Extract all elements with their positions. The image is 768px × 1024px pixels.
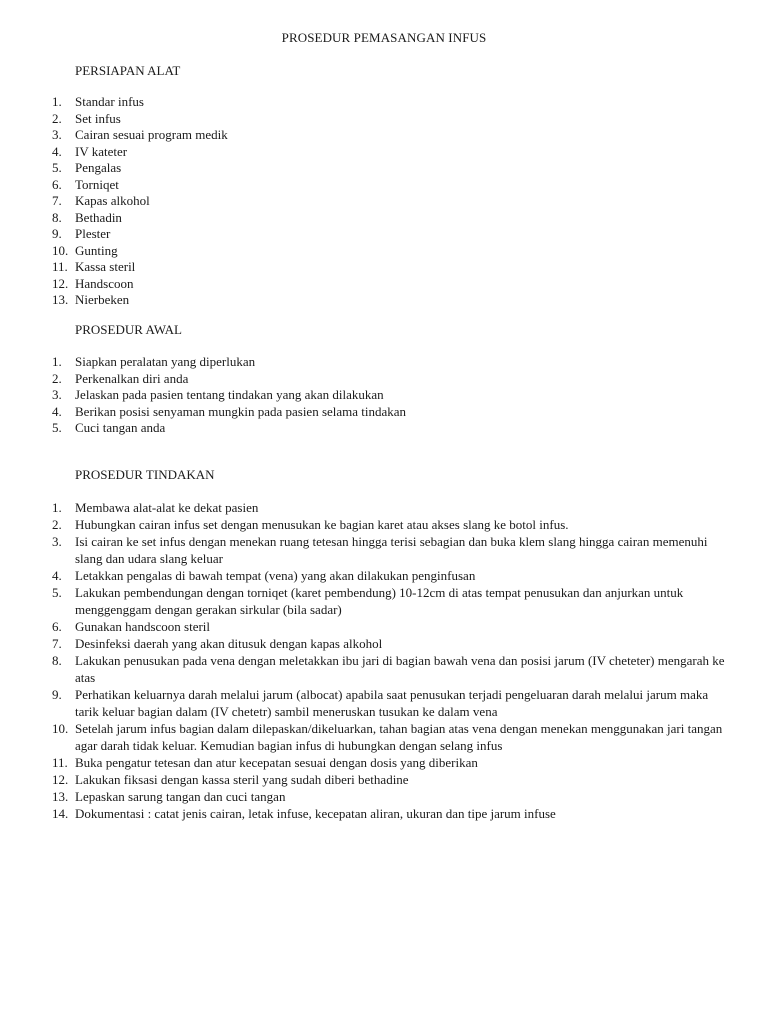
list-item: 1. Membawa alat-alat ke dekat pasien bbox=[52, 500, 259, 515]
section-heading-prosedur-tindakan: PROSEDUR TINDAKAN bbox=[75, 467, 215, 482]
list-item: 2. Perkenalkan diri anda bbox=[52, 370, 189, 386]
list-item: 7. Desinfeksi daerah yang akan ditusuk dengan kapas alkohol bbox=[52, 636, 383, 651]
list-item: 1. Siapkan peralatan yang diperlukan bbox=[52, 354, 256, 369]
list-item: 12. Lakukan fiksasi dengan kassa steril yang sudah diberi bethadine bbox=[52, 772, 409, 787]
persiapan-alat-list bbox=[0, 94, 735, 309]
section-heading-prosedur-awal: PROSEDUR AWAL bbox=[75, 322, 182, 337]
list-item: 4. Letakkan pengalas di bawah tempat (vena) yang akan dilakukan penginfusan bbox=[52, 568, 476, 583]
list-item: 5. Cuci tangan anda bbox=[52, 420, 166, 435]
list-item: 11. Kassa steril bbox=[52, 259, 136, 274]
list-item: 9. Plester bbox=[52, 226, 111, 241]
prosedur-tindakan-list bbox=[0, 499, 735, 822]
list-item: 5. Pengalas bbox=[52, 160, 122, 175]
prosedur-awal-list bbox=[0, 354, 735, 437]
list-item: 4. IV kateter bbox=[52, 143, 128, 159]
list-item: 6. Torniqet bbox=[52, 176, 119, 192]
list-item: 10. Gunting bbox=[52, 242, 118, 258]
list-item: 6. Gunakan handscoon steril bbox=[52, 619, 211, 634]
list-item: 9. Perhatikan keluarnya darah melalui jarum (albocat) apabila saat penusukan terjadi pengeluaran darah melalui jarum maka tarik keluar bagian dalam (IV chetetr) sambil meneruskan tusukan ke dalam vena bbox=[52, 687, 709, 719]
list-item: 8. Bethadin bbox=[52, 209, 122, 225]
list-item: 4. Berikan posisi senyaman mungkin pada pasien selama tindakan bbox=[52, 403, 407, 419]
list-item: 2. Hubungkan cairan infus set dengan menusukan ke bagian karet atau akses slang ke botol infus. bbox=[52, 517, 569, 532]
list-item: 2. Set infus bbox=[52, 110, 121, 126]
list-item: 3. Cairan sesuai program medik bbox=[52, 127, 228, 142]
list-item: 3. Jelaskan pada pasien tentang tindakan yang akan dilakukan bbox=[52, 387, 384, 402]
list-item: 5. Lakukan pembendungan dengan torniqet (karet pembendung) 10-12cm di atas tempat penusukan dan anjurkan untuk menggenggam dengan gerakan sirkular (bila sadar) bbox=[52, 585, 684, 617]
section-heading-persiapan-alat: PERSIAPAN ALAT bbox=[75, 63, 181, 78]
list-item: 14. Dokumentasi : catat jenis cairan, letak infuse, kecepatan aliran, ukuran dan tipe jarum infuse bbox=[52, 806, 556, 821]
list-item: 11. Buka pengatur tetesan dan atur kecepatan sesuai dengan dosis yang diberikan bbox=[52, 755, 478, 770]
list-item: 1. Standar infus bbox=[52, 94, 144, 109]
list-item: 12. Handscoon bbox=[52, 275, 134, 291]
list-item: 13. Nierbeken bbox=[52, 292, 130, 307]
list-item: 10. Setelah jarum infus bagian dalam dilepaskan/dikeluarkan, tahan bagian atas vena dengan menekan menggunakan jari tangan agar darah tidak keluar. Kemudian bagian infus di hubungkan dengan selang infus bbox=[52, 721, 723, 753]
list-item: 8. Lakukan penusukan pada vena dengan meletakkan ibu jari di bagian bawah vena dan posisi jarum (IV cheteter) mengarah ke atas bbox=[52, 653, 725, 685]
list-item: 13. Lepaskan sarung tangan dan cuci tangan bbox=[52, 789, 286, 804]
list-item: 7. Kapas alkohol bbox=[52, 193, 150, 208]
list-item: 3. Isi cairan ke set infus dengan menekan ruang tetesan hingga terisi sebagian dan buka klem slang hingga cairan memenuhi slang dan udara slang keluar bbox=[52, 534, 708, 566]
document-title: PROSEDUR PEMASANGAN INFUS bbox=[281, 30, 487, 45]
